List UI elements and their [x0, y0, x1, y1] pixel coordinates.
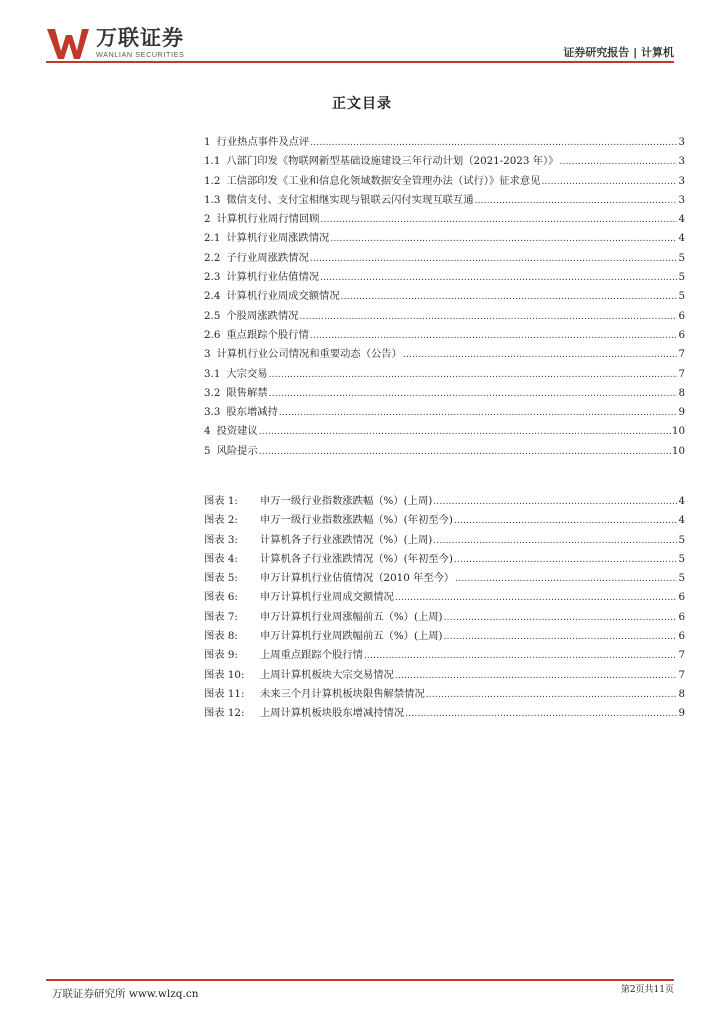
leader-dots — [330, 234, 677, 244]
entry-number: 2.2 — [204, 251, 221, 264]
leader-dots — [310, 138, 677, 148]
header-divider — [46, 61, 674, 63]
figure-entry[interactable] — [204, 646, 685, 665]
entry-label: 行业热点事件及点评 — [216, 136, 310, 148]
entry-page: 6 — [678, 610, 685, 623]
entry-number: 2.3 — [204, 271, 221, 284]
table-of-contents — [204, 133, 685, 461]
leader-dots — [341, 292, 678, 302]
entry-label: 未来三个月计算机板块限售解禁情况 — [260, 687, 425, 700]
entry-label: 计算机各子行业涨跌情况（%）(上周) — [260, 533, 433, 546]
toc-entry[interactable] — [204, 172, 685, 191]
leader-dots — [444, 632, 678, 642]
leader-dots — [279, 408, 678, 418]
report-type-label: 证券研究报告 | 计算机 — [563, 46, 674, 59]
entry-label: 限售解禁 — [226, 386, 268, 399]
entry-page: 5 — [678, 251, 685, 264]
leader-dots — [310, 331, 678, 341]
toc-entry[interactable] — [204, 287, 685, 306]
figure-entry[interactable] — [204, 550, 685, 569]
entry-page: 7 — [678, 348, 685, 361]
leader-dots — [559, 157, 677, 167]
logo-chinese-name: 万联证券 — [96, 26, 184, 50]
entry-page: 6 — [678, 309, 685, 322]
entry-number: 图表 7: — [204, 610, 238, 623]
entry-number: 2.6 — [204, 328, 221, 341]
leader-dots — [454, 516, 678, 526]
figure-entry[interactable] — [204, 511, 685, 530]
figure-entry[interactable] — [204, 531, 685, 550]
entry-page: 10 — [671, 444, 685, 457]
toc-entry[interactable] — [204, 384, 685, 403]
entry-label: 上周计算机板块股东增减持情况 — [260, 707, 405, 720]
entry-number: 3.2 — [204, 386, 221, 399]
company-logo — [46, 27, 184, 65]
entry-number: 图表 3: — [204, 533, 238, 546]
entry-page: 10 — [671, 425, 685, 438]
figure-entry[interactable] — [204, 492, 685, 511]
entry-label: 子行业周涨跌情况 — [226, 251, 309, 264]
entry-number: 图表 12: — [204, 707, 245, 720]
entry-label: 八部门印发《物联网新型基础设施建设三年行动计划（2021-2023 年）》 — [226, 155, 559, 168]
entry-number: 图表 11: — [204, 687, 245, 700]
toc-entry[interactable] — [204, 345, 685, 364]
entry-page: 5 — [678, 572, 685, 585]
toc-entry[interactable] — [204, 307, 685, 326]
entry-page: 4 — [678, 213, 685, 226]
page-number: 第2页共11页 — [620, 985, 674, 995]
entry-number: 1 — [204, 136, 211, 148]
entry-page: 9 — [678, 707, 685, 720]
entry-number: 3 — [204, 348, 211, 361]
entry-number: 1.3 — [204, 193, 221, 206]
toc-entry[interactable] — [204, 249, 685, 268]
entry-number: 图表 8: — [204, 630, 238, 643]
leader-dots — [395, 671, 678, 681]
entry-page: 7 — [678, 668, 685, 681]
entry-page: 7 — [678, 649, 685, 662]
entry-page: 5 — [678, 290, 685, 303]
leader-dots — [444, 613, 678, 623]
entry-label: 计算机行业公司情况和重要动态（公告） — [216, 348, 402, 361]
toc-entry[interactable] — [204, 210, 685, 229]
entry-page: 3 — [678, 193, 685, 206]
leader-dots — [259, 427, 671, 437]
entry-number: 4 — [204, 425, 211, 438]
figure-entry[interactable] — [204, 666, 685, 685]
entry-number: 图表 9: — [204, 649, 238, 662]
figure-entry[interactable] — [204, 704, 685, 723]
entry-label: 计算机各子行业涨跌情况（%）(年初至今) — [260, 552, 453, 565]
entry-page: 5 — [678, 533, 685, 546]
toc-entry[interactable] — [204, 152, 685, 171]
figure-entry[interactable] — [204, 608, 685, 627]
leader-dots — [269, 389, 678, 399]
toc-entry[interactable] — [204, 133, 685, 152]
leader-dots — [259, 447, 671, 457]
entry-label: 上周重点跟踪个股行情 — [260, 649, 363, 662]
toc-entry[interactable] — [204, 442, 685, 461]
figure-entry[interactable] — [204, 685, 685, 704]
entry-page: 7 — [678, 367, 685, 380]
entry-number: 图表 6: — [204, 591, 238, 604]
leader-dots — [364, 651, 677, 661]
entry-number: 2.5 — [204, 309, 221, 322]
toc-entry[interactable] — [204, 365, 685, 384]
entry-number: 图表 1: — [204, 495, 238, 507]
leader-dots — [321, 215, 678, 225]
entry-page: 3 — [678, 155, 685, 168]
entry-label: 个股周涨跌情况 — [226, 309, 299, 322]
entry-label: 申万一级行业指数涨跌幅（%）(上周) — [260, 495, 433, 507]
leader-dots — [433, 497, 677, 507]
entry-label: 计算机行业周涨跌情况 — [226, 232, 330, 245]
entry-label: 工信部印发《工业和信息化领域数据安全管理办法（试行）》征求意见 — [226, 174, 541, 187]
entry-label: 股东增减持 — [226, 406, 278, 419]
leader-dots — [433, 536, 677, 546]
entry-label: 重点跟踪个股行情 — [226, 328, 309, 341]
entry-page: 4 — [678, 514, 685, 527]
leader-dots — [403, 350, 678, 360]
entry-label: 投资建议 — [216, 425, 258, 438]
entry-number: 2.4 — [204, 290, 221, 303]
entry-page: 4 — [678, 232, 685, 245]
leader-dots — [405, 709, 677, 719]
entry-page: 5 — [678, 271, 685, 284]
entry-number: 1.1 — [204, 155, 221, 168]
leader-dots — [299, 312, 677, 322]
entry-label: 微信支付、支付宝相继实现与银联云闪付实现互联互通 — [226, 193, 474, 206]
entry-number: 3.1 — [204, 367, 221, 380]
entry-page: 8 — [678, 687, 685, 700]
entry-label: 风险提示 — [216, 444, 258, 457]
entry-label: 计算机行业估值情况 — [226, 271, 320, 284]
entry-label: 申万计算机行业周涨幅前五（%）(上周) — [260, 610, 443, 623]
leader-dots — [269, 370, 678, 380]
toc-entry[interactable] — [204, 191, 685, 210]
entry-number: 图表 4: — [204, 552, 238, 565]
leader-dots — [541, 177, 677, 187]
toc-entry[interactable] — [204, 326, 685, 345]
leader-dots — [454, 555, 678, 565]
wanlian-logo-icon — [46, 27, 90, 61]
entry-page: 6 — [678, 591, 685, 604]
toc-entry[interactable] — [204, 422, 685, 441]
entry-label: 申万计算机行业估值情况（2010 年至今） — [260, 572, 455, 585]
entry-number: 5 — [204, 444, 211, 457]
entry-page: 6 — [678, 630, 685, 643]
logo-english-name: WANLIAN SECURITIES — [96, 50, 185, 59]
toc-entry[interactable] — [204, 229, 685, 248]
leader-dots — [320, 273, 677, 283]
entry-label: 申万计算机行业周跌幅前五（%）(上周) — [260, 630, 443, 643]
leader-dots — [455, 574, 677, 584]
entry-label: 计算机行业周成交额情况 — [226, 290, 340, 303]
entry-label: 上周计算机板块大宗交易情况 — [260, 668, 394, 681]
entry-page: 5 — [678, 552, 685, 565]
entry-number: 1.2 — [204, 174, 221, 187]
toc-title: 正文目录 — [332, 96, 392, 112]
figure-entry[interactable] — [204, 627, 685, 646]
toc-entry[interactable] — [204, 403, 685, 422]
leader-dots — [475, 196, 678, 206]
entry-number: 图表 2: — [204, 514, 238, 527]
figure-list — [204, 492, 685, 724]
entry-number: 2.1 — [204, 232, 221, 245]
entry-number: 2 — [204, 213, 211, 226]
entry-page: 9 — [678, 406, 685, 419]
entry-label: 申万计算机行业周成交额情况 — [260, 591, 394, 604]
footer-divider — [46, 979, 674, 981]
entry-number: 图表 10: — [204, 668, 245, 681]
leader-dots — [426, 690, 678, 700]
entry-page: 3 — [678, 136, 685, 148]
figure-entry[interactable] — [204, 569, 685, 588]
entry-label: 计算机行业周行情回顾 — [216, 213, 320, 226]
toc-entry[interactable] — [204, 268, 685, 287]
footer-source: 万联证券研究所 www.wlzq.cn — [52, 988, 199, 1000]
entry-page: 6 — [678, 328, 685, 341]
entry-label: 大宗交易 — [226, 367, 268, 380]
entry-number: 图表 5: — [204, 572, 238, 585]
entry-page: 4 — [678, 495, 685, 507]
page-header — [0, 0, 724, 64]
entry-page: 8 — [678, 386, 685, 399]
entry-number: 3.3 — [204, 406, 221, 419]
leader-dots — [310, 254, 678, 264]
entry-label: 申万一级行业指数涨跌幅（%）(年初至今) — [260, 514, 453, 527]
entry-page: 3 — [678, 174, 685, 187]
leader-dots — [395, 593, 678, 603]
figure-entry[interactable] — [204, 588, 685, 607]
